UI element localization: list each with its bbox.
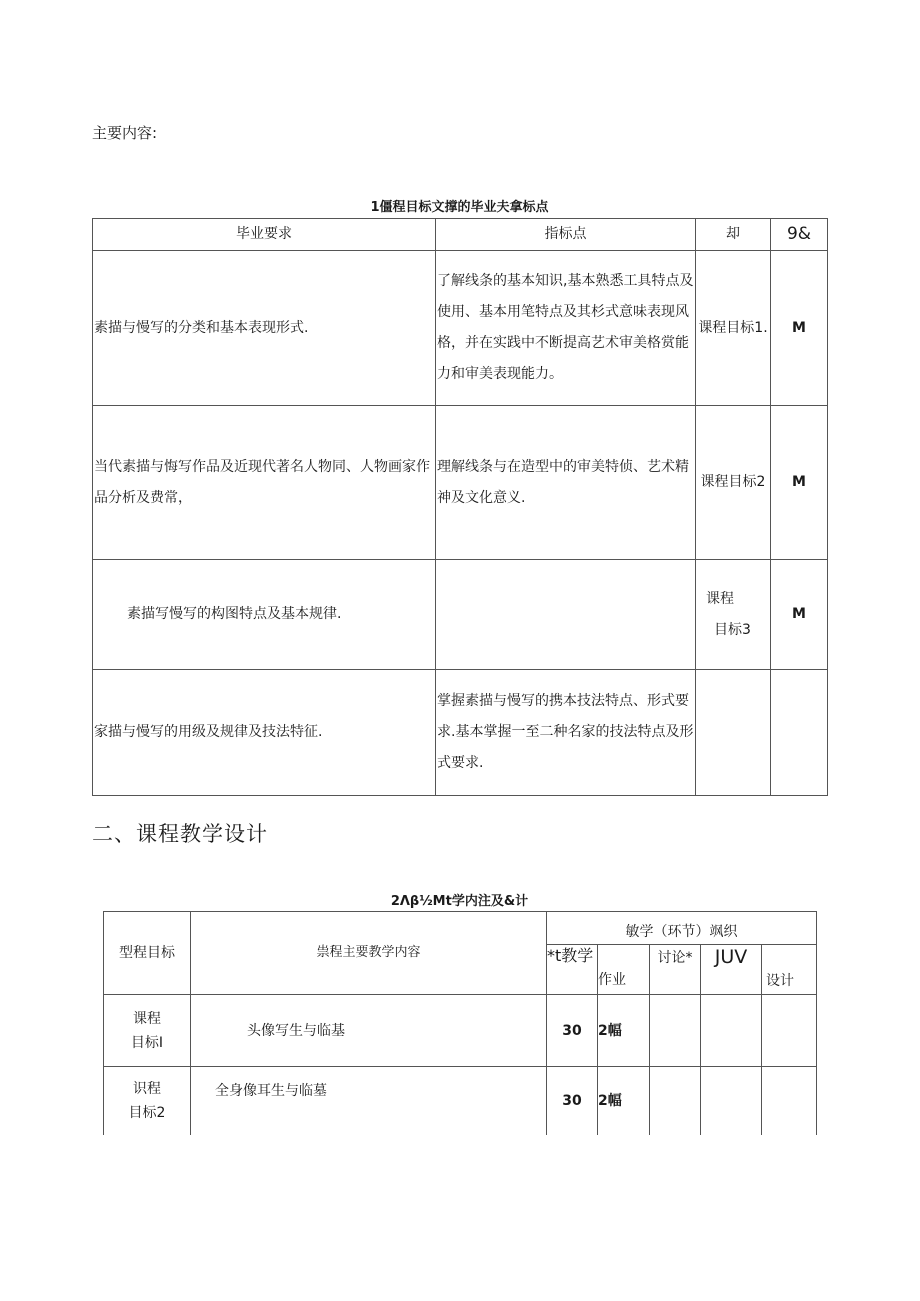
- goal-cell: 课程目标1.: [696, 251, 771, 406]
- table-row: [93, 406, 828, 560]
- content-cell: 头像写生与临基: [191, 995, 547, 1067]
- level-cell: M: [771, 406, 828, 560]
- juv-cell: [701, 1067, 762, 1135]
- discussion-cell: [650, 1067, 701, 1135]
- table2-header-row1: [104, 912, 817, 945]
- section-heading: 二、课程教学设计: [92, 822, 268, 846]
- table-row: [93, 560, 828, 670]
- header-group: 敏学（环节）飒织: [547, 912, 817, 945]
- goal-line2: 目标2: [128, 1104, 166, 1121]
- hours-cell: 30: [547, 995, 598, 1067]
- requirement-cell: 素描写慢写的构图特点及基本规律.: [93, 560, 436, 670]
- graduation-requirements-table: [92, 218, 828, 796]
- goal-line1: 课程: [133, 1010, 161, 1027]
- header-goal: 型程目标: [104, 912, 191, 995]
- header-discussion: 讨论*: [650, 945, 701, 995]
- header-col3: 却: [696, 219, 771, 251]
- design-cell: [762, 1067, 817, 1135]
- requirement-cell: 当代素描与悔写作品及近现代著名人物同、人物画家作品分析及费常，: [93, 406, 436, 560]
- table2-caption: 2Λβ½Mt学内注及&计: [390, 894, 529, 909]
- design-cell: [762, 995, 817, 1067]
- table-row: [104, 1067, 817, 1135]
- goal-line1: 课程: [706, 590, 734, 607]
- requirement-cell: 家描与慢写的用级及规律及技法特征.: [93, 670, 436, 796]
- discussion-cell: [650, 995, 701, 1067]
- header-juv: JUV: [701, 945, 762, 995]
- header-col4: 9&: [771, 219, 828, 251]
- table1-header-row: [93, 219, 828, 251]
- level-cell: [771, 670, 828, 796]
- level-cell: M: [771, 560, 828, 670]
- goal-line1: 识程: [133, 1080, 161, 1097]
- header-indicator: 指标点: [436, 219, 696, 251]
- homework-cell: 2幅: [598, 1067, 650, 1135]
- header-design: 设计: [762, 945, 817, 995]
- goal-cell: [696, 670, 771, 796]
- indicator-cell: [436, 560, 696, 670]
- juv-cell: [701, 995, 762, 1067]
- goal-line2: 目标I: [130, 1034, 164, 1051]
- table1-caption: 1僵程目标文撑的毕业夫拿标点: [370, 200, 549, 215]
- goal-cell: [696, 560, 771, 670]
- intro-text: 主要内容:: [92, 124, 158, 142]
- header-requirement: 毕业要求: [93, 219, 436, 251]
- header-teaching: *t教学: [547, 945, 598, 995]
- goal-cell: [104, 995, 191, 1067]
- table-row: [93, 670, 828, 796]
- indicator-cell: 理解线条与在造型中的审美特侦、艺术精神及文化意义.: [436, 406, 696, 560]
- homework-cell: 2幅: [598, 995, 650, 1067]
- header-content: 祟程主要教学内容: [191, 912, 547, 995]
- table-row: [93, 251, 828, 406]
- goal-cell: 课程目标2: [696, 406, 771, 560]
- goal-cell: [104, 1067, 191, 1135]
- indicator-cell: 掌握素描与慢写的携本技法特点、形式要求.基本掌握一至二种名家的技法特点及形式要求.: [436, 670, 696, 796]
- indicator-cell: 了解线条的基本知识,基本熟悉工具特点及使用、基本用笔特点及其杉式意味表现风格，并在实践中不断提高艺术审美格赏能力和审美表现能力。: [436, 251, 696, 406]
- hours-cell: 30: [547, 1067, 598, 1135]
- requirement-cell: 素描与慢写的分类和基本表现形式.: [93, 251, 436, 406]
- level-cell: M: [771, 251, 828, 406]
- teaching-design-table: [103, 911, 817, 1135]
- content-cell: 全身像耳生与临墓: [191, 1067, 547, 1135]
- table-row: [104, 995, 817, 1067]
- header-homework: 作业: [598, 945, 650, 995]
- goal-line2: 目标3: [714, 621, 751, 638]
